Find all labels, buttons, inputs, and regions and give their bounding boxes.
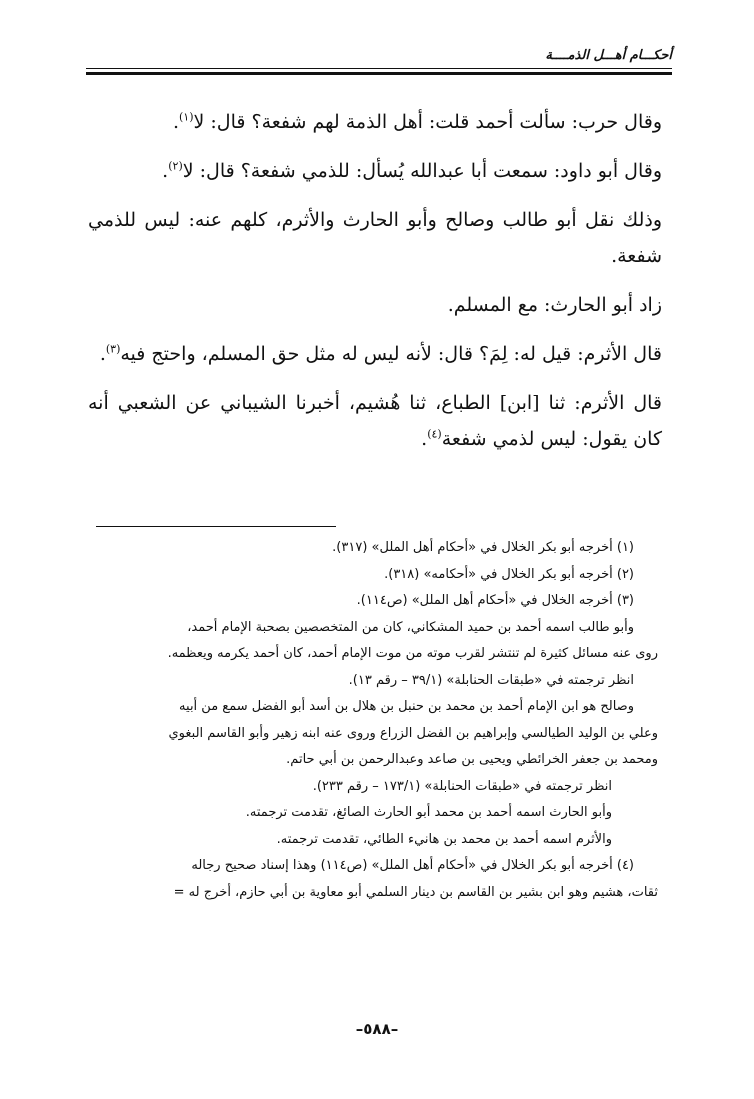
footnote-line: وأبو طالب اسمه أحمد بن حميد المشكاني، كان من المتخصصين بصحبة الإمام أحمد، [187, 619, 634, 635]
footnote-line: انظر ترجمته في «طبقات الحنابلة» (٣٩/١ – رقم ١٣). [348, 672, 634, 688]
footnote-marker: (٣) [105, 342, 121, 356]
footnote-marker: (١) [178, 110, 194, 124]
footnote-line: وصالح هو ابن الإمام أحمد بن محمد بن حنبل بن هلال بن أسد أبو الفضل سمع من أبيه [179, 699, 634, 714]
footnote-line: ومحمد بن جعفر الخرائطي ويحيى بن صاعد وعبدالرحمن بن أبي حاتم. [286, 752, 658, 767]
paragraph: زاد أبو الحارث: مع المسلم. [447, 294, 662, 316]
paragraph: قال الأثرم: ثنا [ابن] الطباع، ثنا هُشيم، أخبرنا الشيباني عن الشعبي أنه كان يقول: ليس لذمي شفعة$^{(٤)}$. [88, 392, 662, 450]
footnote-separator [96, 526, 336, 527]
footnote-line: (٢) أخرجه أبو بكر الخلال في «أحكامه» (٣١٨). [384, 566, 634, 582]
footnote-line: وأبو الحارث اسمه أحمد بن محمد أبو الحارث الصائغ، تقدمت ترجمته. [245, 805, 612, 820]
paragraph: وذلك نقل أبو طالب وصالح وأبو الحارث والأثرم، كلهم عنه: ليس للذمي شفعة. [88, 209, 662, 267]
main-text [88, 104, 662, 470]
footnote-marker: (٤) [427, 427, 442, 441]
paragraph: وقال أبو داود: سمعت أبا عبدالله يُسأل: للذمي شفعة؟ قال: لا$^{(٢)}$. [162, 159, 662, 182]
footnote-line: روى عنه مسائل كثيرة لم تنتشر لقرب موته من موت الإمام أحمد، كان أحمد يكرمه ويعظمه. [167, 646, 658, 661]
footnote-line: (١) أخرجه أبو بكر الخلال في «أحكام أهل الملل» (٣١٧). [332, 540, 634, 555]
footnote-line: (٤) أخرجه أبو بكر الخلال في «أحكام أهل الملل» (ص١١٤) وهذا إسناد صحيح رجاله [191, 858, 634, 873]
footnote-line: والأثرم اسمه أحمد بن محمد بن هانيء الطائي، تقدمت ترجمته. [276, 831, 612, 847]
footnotes [86, 535, 658, 906]
footnote-line: وعلي بن الوليد الطيالسي وإبراهيم بن الفضل الزراع وروى عنه ابنه زهير وأبو القاسم البغوي [168, 725, 658, 741]
header-rule-thick [86, 72, 672, 75]
footnote-line: انظر ترجمته في «طبقات الحنابلة» (١٧٣/١ – رقم ٢٣٣). [312, 778, 612, 794]
page-number: –٥٨٨– [355, 1020, 399, 1038]
footnote-marker: (٢) [168, 159, 183, 173]
paragraph: قال الأثرم: قيل له: لِمَ؟ قال: لأنه ليس له مثل حق المسلم، واحتج فيه$^{(٣)}$. [99, 342, 662, 365]
header-rule-thin [86, 68, 672, 69]
running-header [86, 44, 672, 84]
footnote-line: ثقات، هشيم وهو ابن بشير بن القاسم بن دينار السلمي أبو معاوية بن أبي حازم، أخرج له = [173, 884, 658, 900]
paragraph: وقال حرب: سألت أحمد قلت: أهل الذمة لهم شفعة؟ قال: لا$^{(١)}$. [172, 110, 662, 133]
running-header-title: أحكـــام أهـــل الذمــــة [545, 48, 672, 63]
footnote-line: (٣) أخرجه الخلال في «أحكام أهل الملل» (ص١١٤). [356, 593, 634, 608]
